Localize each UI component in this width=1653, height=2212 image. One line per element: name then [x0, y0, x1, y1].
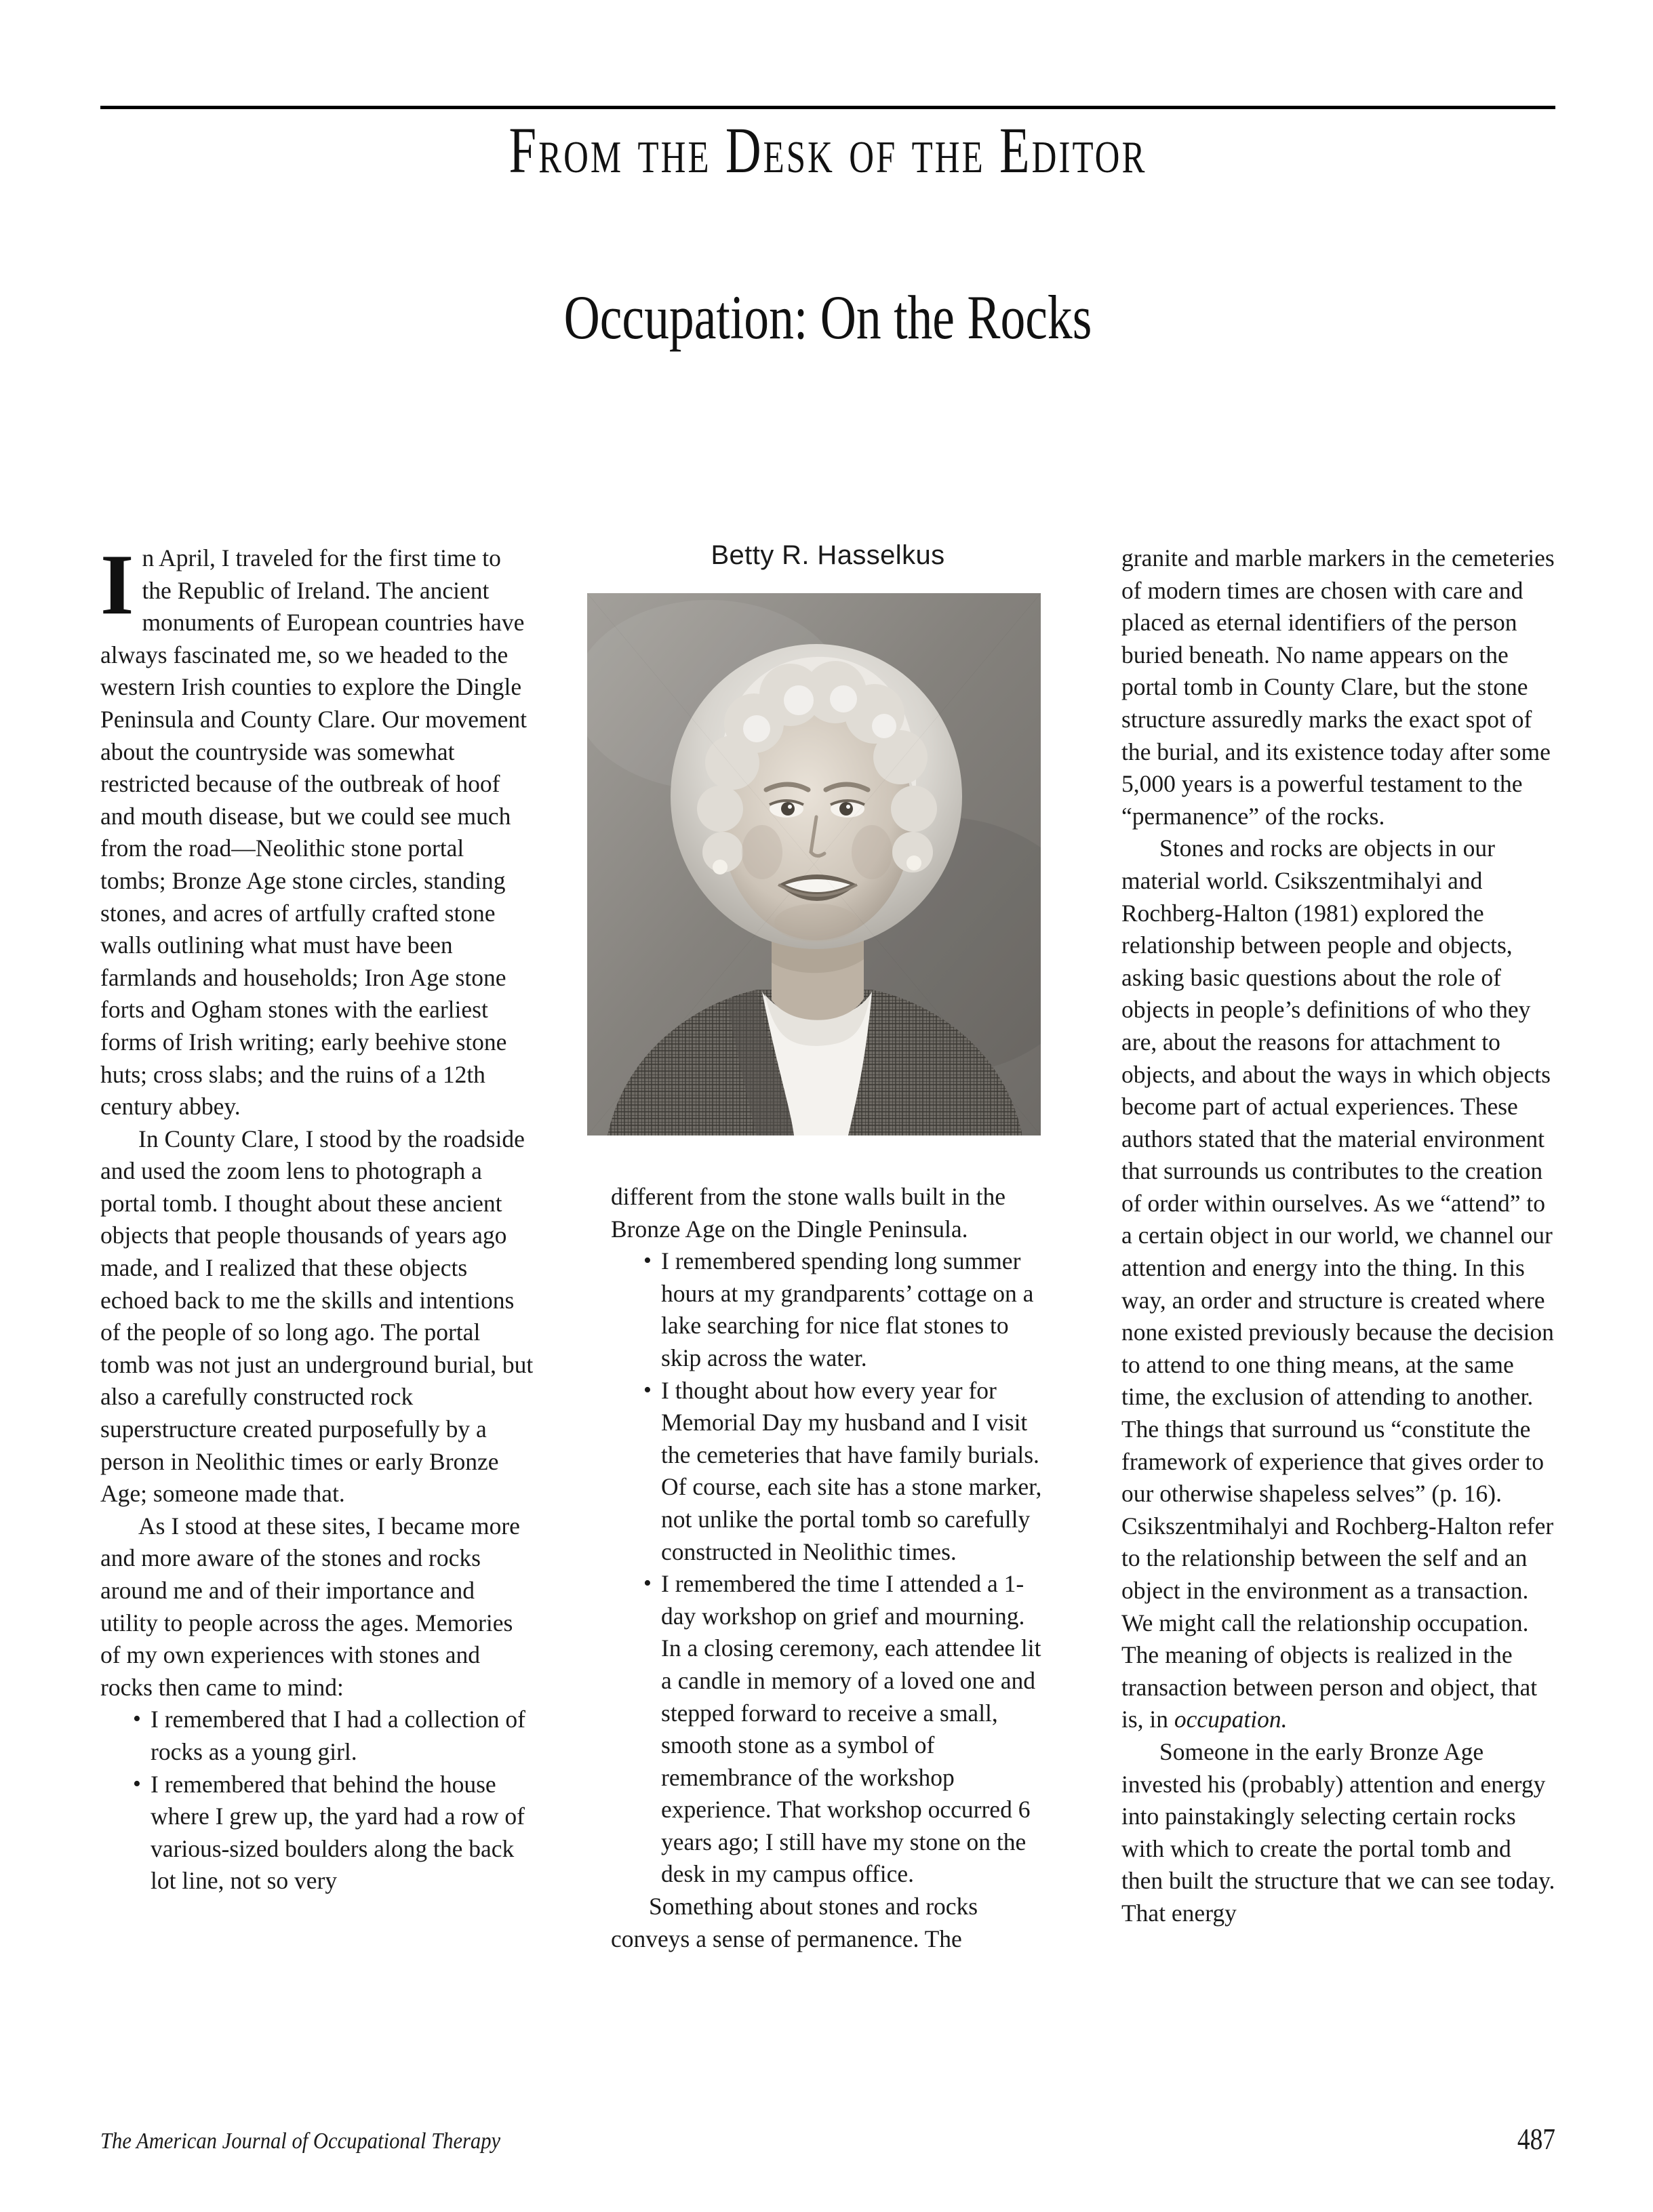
- paragraph-text: n April, I traveled for the first time to the Republic of Ireland. The ancient monuments of European countries have always fascinated me, so we headed to the western Irish counties to explore the Dingle Peninsula and County Clare. Our movement about the countryside was somewhat restricted because of the outbreak of hoof and mouth disease, but we could see much from the road—Neolithic stone portal tombs; Bronze Age stone circles, standing stones, and acres of artfully crafted stone walls outlining what must have been farmlands and households; Iron Age stone forts and Ogham stones with the earliest forms of Irish writing; early beehive stone huts; cross slabs; and the ruins of a 12th century abbey.: [100, 544, 527, 1121]
- footer-journal-name: The American Journal of Occupational Therapy: [100, 2129, 501, 2154]
- paragraph: As I stood at these sites, I became more and more aware of the stones and rocks around me and of their importance and utility to people across the ages. Memories of my own experiences with stones and rocks then came to mind:: [100, 1512, 520, 1701]
- list-item: [133, 1704, 534, 1768]
- list-item-text: I remembered the time I attended a 1-day workshop on grief and mourning. In a closing ceremony, each attendee lit a candle in memory of a loved one and stepped forward to receive a small, smooth stone as a symbol of remembrance of the workshop experience. That workshop occurred 6 years ago; I still have my stone on the desk in my campus office.: [661, 1570, 1041, 1888]
- drop-cap: I: [100, 538, 134, 632]
- list-item-text: I remembered that behind the house where I grew up, the yard had a row of various-sized boulders along the back lot line, not so very: [151, 1770, 525, 1895]
- bullet-glyph: •: [643, 1248, 652, 1274]
- paragraph: Someone in the early Bronze Age invested his (probably) attention and energy into painstakingly selecting certain rocks with which to create the portal tomb and then built the structure that we can see today. That energy: [1121, 1737, 1555, 1927]
- list-item-text: I thought about how every year for Memorial Day my husband and I visit the cemeteries that have family burials. Of course, each site has a stone marker, not unlike the portal tomb so carefully constructed in Neolithic times.: [661, 1376, 1042, 1565]
- bullet-glyph: •: [643, 1571, 652, 1596]
- list-item-text: I remembered that I had a collection of rocks as a young girl.: [151, 1706, 525, 1765]
- paragraph: In County Clare, I stood by the roadside and used the zoom lens to photograph a portal tomb. I thought about these ancient objects that people thousands of years ago made, and I realized that these objects echoed back to me the skills and intentions of the people of so long ago. The portal tomb was not just an underground burial, but also a carefully constructed rock superstructure created purposefully by a person in Neolithic times or early Bronze Age; someone made that.: [100, 1125, 534, 1508]
- paragraph: [1121, 832, 1555, 1736]
- paragraph-continuation: granite and marble markers in the cemeteries of modern times are chosen with care and placed as eternal identifiers of the person buried beneath. No name appears on the portal tomb in County Clare, but the stone structure assuredly marks the exact spot of the burial, and its existence today after some 5,000 years is a powerful testament to the “permanence” of the rocks.: [1121, 544, 1555, 830]
- memories-list-continued: [611, 1245, 1045, 1891]
- list-item: [133, 1769, 534, 1897]
- paragraph-opening: [100, 538, 534, 1123]
- bullet-glyph: •: [133, 1706, 141, 1732]
- masthead-rule: [100, 106, 1555, 109]
- emphasized-term: occupation.: [1174, 1706, 1288, 1733]
- list-item: [643, 1245, 1045, 1374]
- footer-page-number: 487: [1517, 2123, 1555, 2156]
- list-item-text: I remembered spending long summer hours at my grandparents’ cottage on a lake searching for nice flat stones to skip across the water.: [661, 1247, 1034, 1371]
- memories-list: [100, 1704, 534, 1897]
- column-1: [100, 538, 534, 1897]
- paragraph: Something about stones and rocks conveys a sense of permanence. The: [611, 1893, 978, 1952]
- list-item: [643, 1568, 1045, 1891]
- article-title: Occupation: On the Rocks: [563, 283, 1092, 352]
- column-3: [1121, 542, 1555, 1930]
- list-item: [643, 1375, 1045, 1569]
- column-2: [611, 1181, 1045, 1955]
- paragraph-continuation: different from the stone walls built in the Bronze Age on the Dingle Peninsula.: [611, 1183, 1006, 1243]
- masthead-kicker: From the Desk of the Editor: [509, 114, 1147, 186]
- bullet-glyph: •: [133, 1771, 141, 1796]
- paragraph-text: Stones and rocks are objects in our material world. Csikszentmihalyi and Rochberg-Halton (1981) explored the relationship between people and objects, asking basic questions about the role of objects in people’s definitions of who they are, about the reasons for attachment to objects, and about the ways in which objects become part of actual experiences. These authors stated that the material environment that surrounds us contributes to the creation of order within ourselves. As we “attend” to a certain object in our world, we channel our attention and energy into the thing. In this way, an order and structure is created where none existed previously because the decision to attend to one thing means, at the same time, the exclusion of attending to another. The things that surround us “constitute the framework of experience that gives order to our otherwise shapeless selves” (p. 16). Csikszentmihalyi and Rochberg-Halton refer to the relationship between the self and an object in the environment as a transaction. We might call the relationship occupation. The meaning of objects is realized in the transaction between person and object, that is, in: [1121, 834, 1554, 1733]
- author-byline: Betty R. Hasselkus: [711, 540, 945, 570]
- bullet-glyph: •: [643, 1377, 652, 1403]
